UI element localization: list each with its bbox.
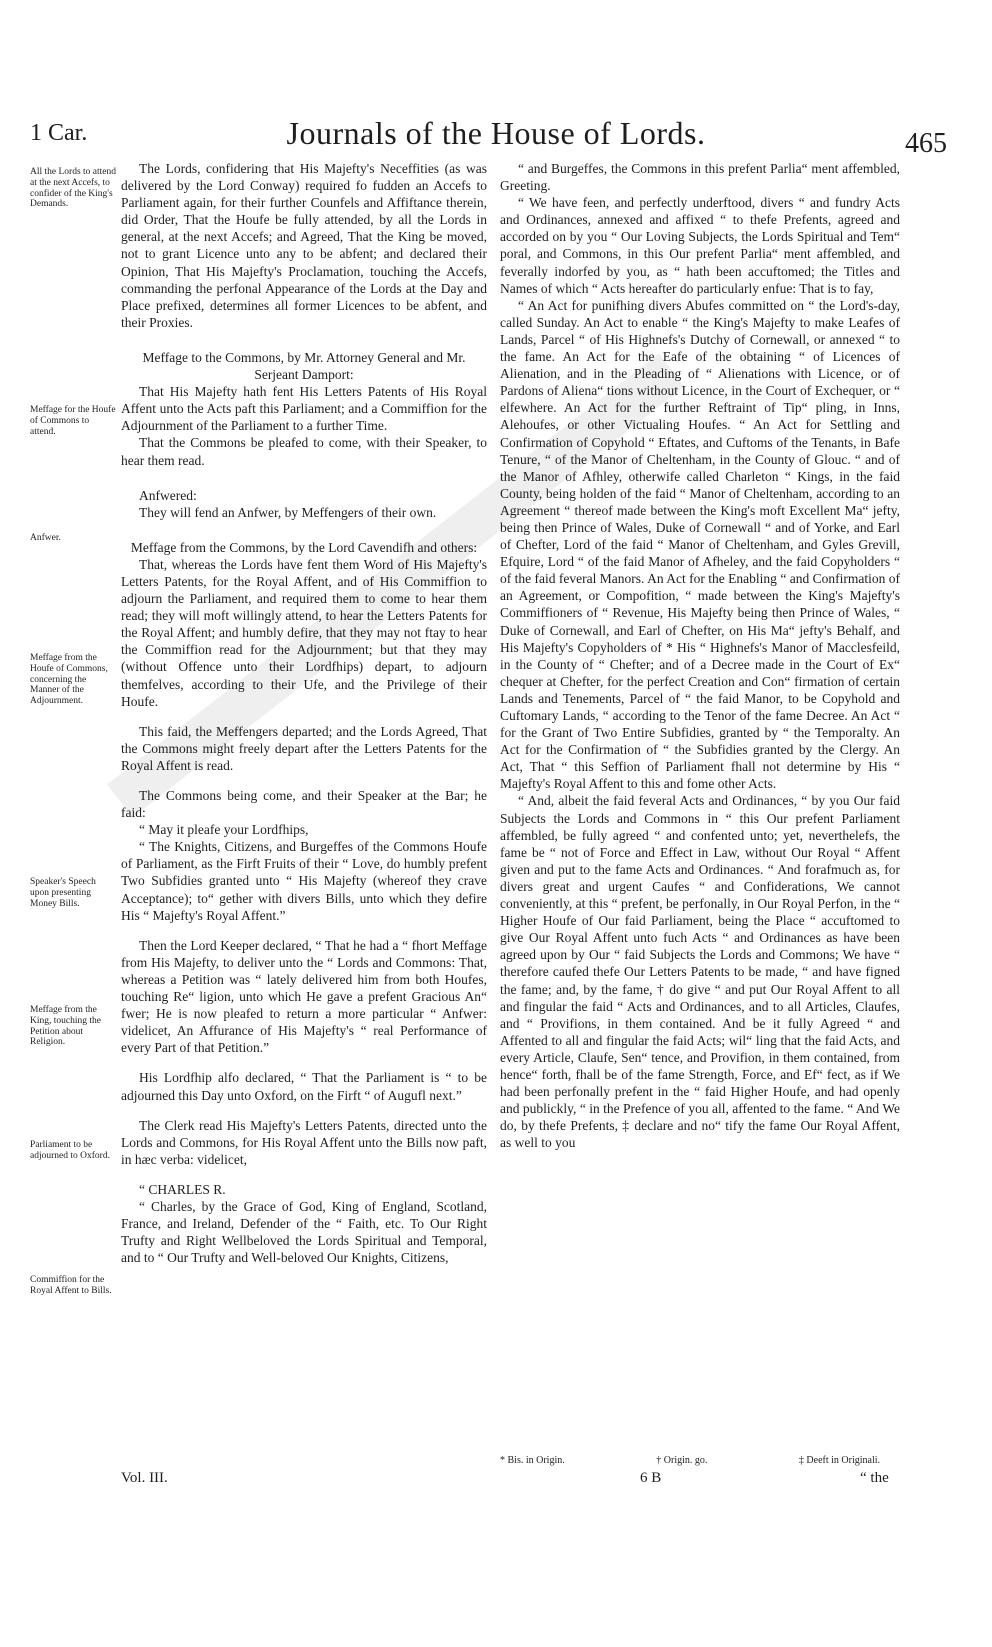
right-column <box>500 160 900 1450</box>
margin-note: Meffage for the Houfe of Commons to attend. <box>30 405 116 437</box>
running-head-regnal-year: 1 Car. <box>30 120 88 146</box>
section-heading: Anfwered: <box>139 487 197 503</box>
margin-note: Commiffion for the Royal Affent to Bills. <box>30 1275 112 1296</box>
paragraph: “ Charles, by the Grace of God, King of England, Scotland, France, and Ireland, Defender of the “ Faith, etc. To Our Right Trufty and Right Wellbeloved the Lords Spiritual and Temporal, and to “ Our Trufty and Well-beloved Our Knights, Citizens, <box>121 1198 487 1266</box>
paragraph: “ May it pleafe your Lordfhips, <box>139 822 309 838</box>
catchword: “ the <box>860 1470 889 1486</box>
footnote: * Bis. in Origin. <box>500 1455 565 1466</box>
section-heading: Meffage from the Commons, by the Lord Cavendifh and others: <box>130 539 478 555</box>
volume-label: Vol. III. <box>121 1470 168 1486</box>
paragraph: The Lords, confidering that His Majefty's Neceffities (as was delivered by the Lord Conway) required fo fudden an Accefs to Parliament again, for their further Counfels and Affiftance therein, did Order, That the Houfe be fully attended, by all the Lords in general, at the next Accefs; and Agreed, That the King be moved, not to grant Licence unto any to be abfent; and declared their Opinion, That His Majefty's Proclamation, touching the Accefs, commanding the perfonal Appearance of the Lords at the Day and Place prefixed, determines all former Licences to be abfent, and their Proxies. <box>121 161 487 330</box>
paragraph: Then the Lord Keeper declared, “ That he had a “ fhort Meffage from His Majefty, to deliver unto the “ Lords and Commons: That, whereas a Petition was “ lately delivered him from both Houfes, touching Re“ ligion, unto which He gave a prefent Gracious An“ fwer; He is now pleafed to return a more particular “ Anfwer: videlicet, An Affurance of His Majefty's “ real Performance of every Part of that Petition.” <box>121 937 487 1056</box>
paragraph: That the Commons be pleafed to come, with their Speaker, to hear them read. <box>121 435 487 468</box>
paragraph: The Clerk read His Majefty's Letters Patents, directed unto the Lords and Commons, for His Royal Affent unto the Bills now paft, in hæc verba: videlicet, <box>121 1117 487 1167</box>
section-heading: Meffage to the Commons, by Mr. Attorney General and Mr. Serjeant Damport: <box>142 349 466 383</box>
margin-note: Anfwer. <box>30 533 61 543</box>
margin-note: Meffage from the Houfe of Commons, concerning the Manner of the Adjournment. <box>30 653 108 707</box>
running-head-title: Journals of the House of Lords. <box>286 115 706 151</box>
margin-note: Parliament to be adjourned to Oxford. <box>30 1140 110 1161</box>
paragraph: This faid, the Meffengers departed; and the Lords Agreed, That the Commons might freely depart after the Letters Patents for the Royal Affent is read. <box>121 723 487 773</box>
footnote: † Origin. go. <box>656 1455 708 1466</box>
paragraph: “ and Burgeffes, the Commons in this prefent Parlia“ ment affembled, Greeting. <box>500 161 900 194</box>
letters-patent-heading: “ CHARLES R. <box>139 1181 226 1197</box>
paragraph: That His Majefty hath fent His Letters Patents of His Royal Affent unto the Acts paft this Parliament; and a Commiffion for the Adjournment of the Parliament to a further Time. <box>121 384 487 434</box>
paragraph: The Commons being come, and their Speaker at the Bar; he faid: <box>121 788 487 821</box>
footnotes <box>500 1455 900 1466</box>
paragraph: They will fend an Anfwer, by Meffengers of their own. <box>139 504 437 520</box>
footnote: ‡ Deeft in Originali. <box>798 1455 880 1466</box>
margin-note: All the Lords to attend at the next Accefs, to confider of the King's Demands. <box>30 167 117 210</box>
signature-mark: 6 B <box>640 1470 662 1486</box>
paragraph: His Lordfhip alfo declared, “ That the Parliament is “ to be adjourned this Day unto Oxford, on the Firft “ of Augufl next.” <box>121 1070 487 1103</box>
margin-note: Meffage from the King, touching the Petition about Religion. <box>30 1005 101 1048</box>
page-number: 465 <box>905 128 947 159</box>
paragraph: “ And, albeit the faid feveral Acts and Ordinances, “ by you Our faid Subjects the Lords and Commons in “ this Our prefent Parliament affembled, be fully agreed “ and confented unto; yet, neverthelefs, the fame be “ not of Force and Effect in Law, without Our Royal “ Affent given and put to the fame Acts and Ordinances. “ And forafmuch as, for divers great and urgent Caufes “ and Confiderations, We cannot conveniently, at this “ prefent, be perfonally, in Our Royal Perfon, in the “ Higher Houfe of Our faid Parliament, being the Place “ accuftomed to give Our Royal Affent unto fuch Acts “ and Ordinances as have been agreed upon by Our “ faid Subjects the Lords and Commons; We have “ therefore caufed thefe Our Letters Patents to be made, “ and have figned the fame; and, by the fame, † do give “ and put Our Royal Affent to all and fingular the faid “ Acts and Ordinances, and to all Articles, Claufes, and “ Provifions, in them contained. And be it fully Agreed “ and Affented to all and fingular the faid Acts; wil“ ling that the faid Acts, and every Article, Claufe, Sen“ tence, and Provifion, in them contained, from hence“ forth, fhall be of the fame Strength, Force, and Ef“ fect, as if We had been perfonally prefent in the “ faid Higher Houfe, and had openly and publickly, “ in the Prefence of you all, affented to the fame. “ And We do, by thefe Prefents, ‡ declare and no“ tify the fame Our Royal Affent, as well to you <box>500 793 900 1151</box>
paragraph: That, whereas the Lords have fent them Word of His Majefty's Letters Patents, for the Royal Affent, and of His Commiffion to adjourn the Parliament, and required them to come to hear them read; they will moft willingly attend, to hear the Letters Patents for the Royal Affent; and humbly defire, that they may not ftay to hear the Commiffion read for the Adjournment; but that they may (without Offence unto their Lordfhips) depart, to adjourn themfelves, according to their Ufe, and the Privilege of their Houfe. <box>121 556 487 709</box>
paragraph: “ We have feen, and perfectly underftood, divers “ and fundry Acts and Ordinances, annexed and affixed “ to thefe Prefents, agreed and accorded on by you “ Our Loving Subjects, the Lords Spiritual and Tem“ poral, and Commons, in this Our prefent Parlia“ ment affembled, and feverally indorfed by you, as “ hath been accuftomed; the Titles and Names of which “ Acts hereafter do particularly enfue: That is to fay, <box>500 195 900 296</box>
paragraph: “ An Act for punifhing divers Abufes committed on “ the Lord's-day, called Sunday. An Act to enable “ the King's Majefty to make Leafes of Lands, Parcel “ of His Highnefs's Dutchy of Cornewall, or annexed “ to the fame. An Act for the Eafe of the obtaining “ of Licences of Alienation, and in the Pleading of “ Alienations with Licence, or of Pardons of Aliena“ tions without Licence, in the Court of Exchequer, or “ elfewhere. An Act for the further Reftraint of Tip“ pling, in Inns, Alehoufes, or other Victualing Houfes. “ An Act for Settling and Confirmation of Copyhold “ Eftates, and Cuftoms of the Tenants, in Bafe Tenure, “ of the Manor of Cheltenham, in the County of Glouc. “ and of the Manor of Afhley, otherwife called Charleton “ Kings, in the faid County, being holden of the faid “ Manor of Cheltenham, according to an Agreement “ thereof made between the King's moft Excellent Ma“ jefty, being then Prince of Wales, Duke of Cornewall “ and of Yorke, and Earl of Chefter, Lord of the faid “ Manor of Cheltenham, and Gyles Grevill, Efquire, Lord “ of the faid Manor of Afheley, and the faid Copyholders “ of the faid feveral Manors. An Act for the Enabling “ and Confirmation of an Agreement, or Compofition, “ made between the King's Majefty's Commiffioners of “ Revenue, His Majefty being then Prince of Wales, “ Duke of Cornewall, and Earl of Chefter, on His Ma“ jefty's Behalf, and His Majefty's Copyholders of * His “ Highnefs's Manor of Macclesfeild, in the County of “ Chefter; and of a Decree made in the Court of Ex“ chequer at Chefter, for the perfect Creation and Con“ firmation of certain Lands and Tenements, Parcel of “ the faid Manor, to be Copyhold and Cuftomary Lands, “ according to the Tenor of the fame Decree. An Act “ for the Grant of Two Entire Subfidies, granted by “ the Temporalty. An Act for the Confirmation of “ the Subfidies granted by the Clergy. An Act, That “ this Seffion of Parliament fhall not determine by His “ Majefty's Royal Affent to this and fome other Acts. <box>500 297 900 792</box>
left-column <box>121 160 487 1505</box>
margin-note: Speaker's Speech upon presenting Money Bills. <box>30 877 96 909</box>
paragraph: “ The Knights, Citizens, and Burgeffes of the Commons Houfe of Parliament, as the Firft Fruits of their “ Love, do humbly prefent Two Subfidies granted unto “ His Majefty (whereof they crave Acceptance); to“ gether with divers Bills, unto which they defire His “ Majefty's Royal Affent.” <box>121 839 487 923</box>
